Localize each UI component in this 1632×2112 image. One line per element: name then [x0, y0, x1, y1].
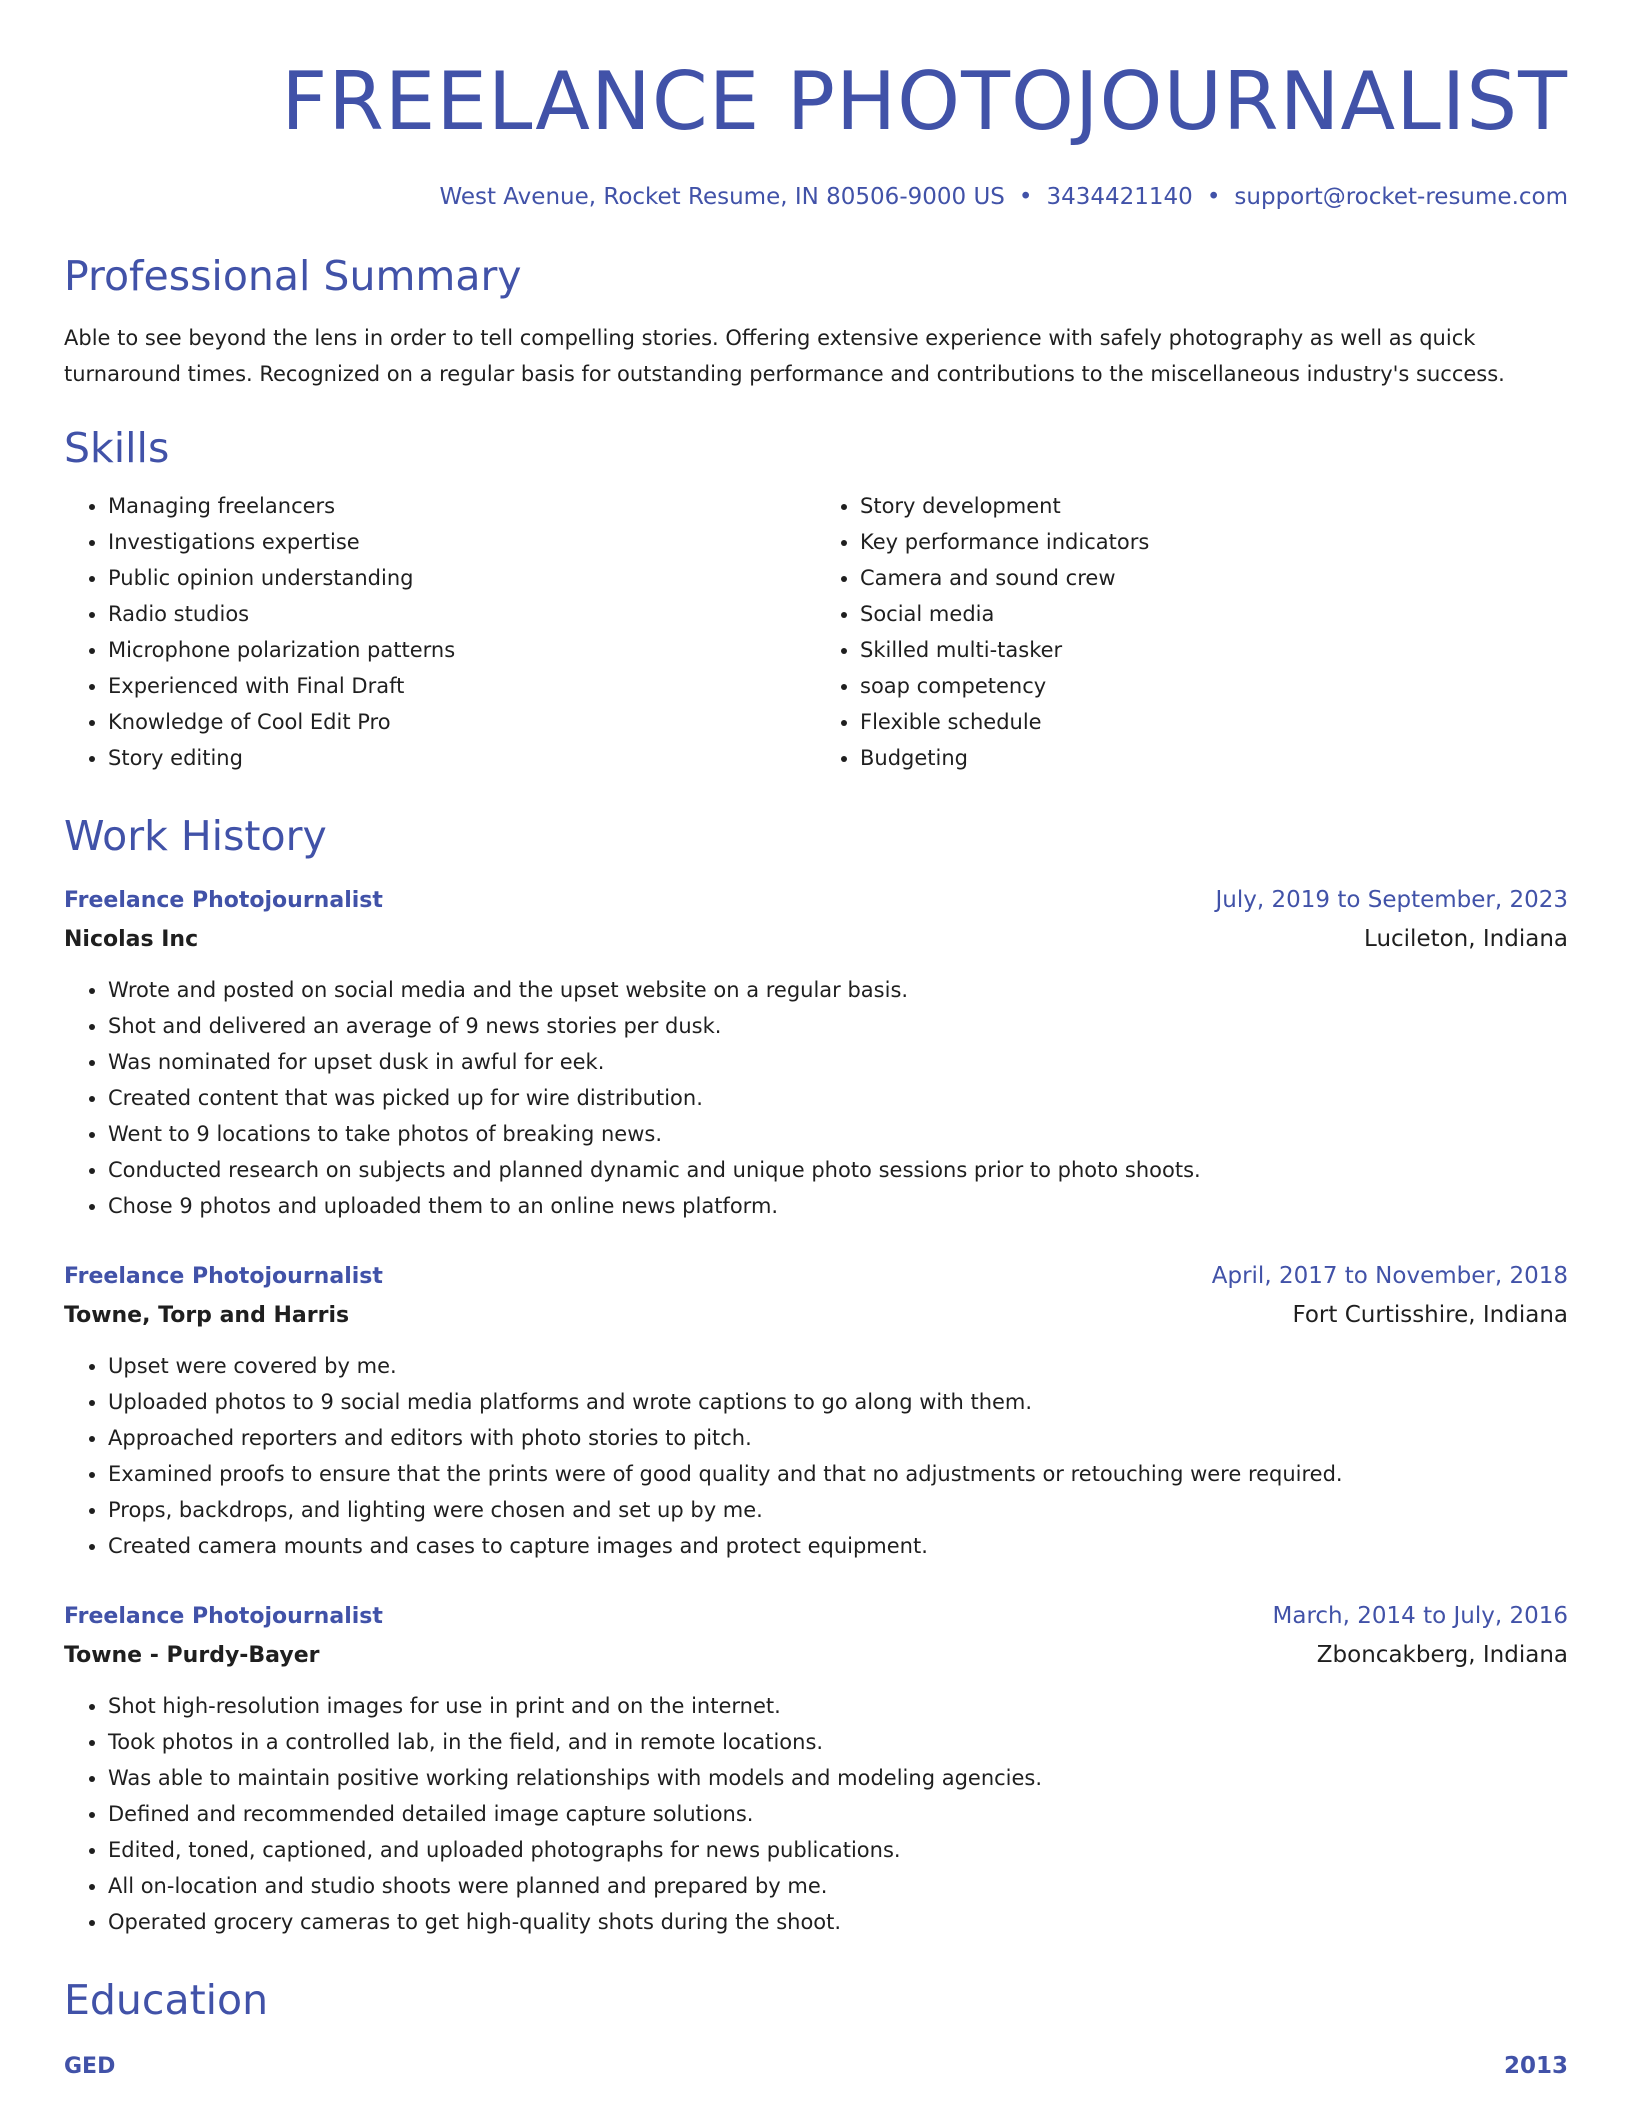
job-bullet: • Props, backdrops, and lighting were chosen and set up by me. [108, 1492, 1568, 1528]
education-heading: Education [64, 1976, 269, 2024]
job-bullet: • Was nominated for upset dusk in awful for eek. [108, 1044, 1568, 1080]
job-bullet: • Created content that was picked up for wire distribution. [108, 1080, 1568, 1116]
skill-item: • Microphone polarization patterns [108, 632, 816, 668]
skills-right-column [816, 488, 1568, 776]
skills-heading: Skills [64, 424, 170, 472]
skill-item: • Social media [860, 596, 1568, 632]
education-entry [64, 2048, 1568, 2085]
skill-item: • Radio studios [108, 596, 816, 632]
job-dates: April, 2017 to November, 2018 [1211, 1263, 1568, 1289]
job-location: Lucileton, Indiana [1364, 926, 1568, 952]
skill-item: • Managing freelancers [108, 488, 816, 524]
job-company-row [64, 1635, 1568, 1676]
contact-separator: • [1206, 184, 1221, 210]
job-bullet: • All on-location and studio shoots were planned and prepared by me. [108, 1868, 1568, 1904]
job-company-row [64, 919, 1568, 960]
job-header-row [64, 1598, 1568, 1635]
job-dates: March, 2014 to July, 2016 [1272, 1603, 1568, 1629]
job-bullet: • Went to 9 locations to take photos of breaking news. [108, 1116, 1568, 1152]
job-header-row [64, 1258, 1568, 1295]
work-history-heading: Work History [64, 812, 327, 860]
skill-item: • Camera and sound crew [860, 560, 1568, 596]
job-bullet: • Edited, toned, captioned, and uploaded photographs for news publications. [108, 1832, 1568, 1868]
job-dates: July, 2019 to September, 2023 [1215, 887, 1568, 913]
job-location: Fort Curtisshire, Indiana [1292, 1302, 1568, 1328]
summary-heading: Professional Summary [64, 252, 522, 300]
skill-item: • Experienced with Final Draft [108, 668, 816, 704]
job-bullet: • Conducted research on subjects and planned dynamic and unique photo sessions prior to photo shoots. [108, 1152, 1568, 1188]
job-role: Freelance Photojournalist [64, 1264, 383, 1289]
job-bullet: • Upset were covered by me. [108, 1348, 1568, 1384]
job-bullet: • Shot high-resolution images for use in print and on the internet. [108, 1688, 1568, 1724]
job-entry [64, 1598, 1568, 1940]
job-bullet: • Approached reporters and editors with photo stories to pitch. [108, 1420, 1568, 1456]
job-bullets [64, 1688, 1568, 1940]
skill-item: • Investigations expertise [108, 524, 816, 560]
contact-email: support@rocket-resume.com [1234, 184, 1568, 210]
resume-name: FREELANCE PHOTOJOURNALIST [281, 55, 1568, 148]
job-bullets [64, 1348, 1568, 1564]
job-bullet: • Shot and delivered an average of 9 news stories per dusk. [108, 1008, 1568, 1044]
skill-item: • Knowledge of Cool Edit Pro [108, 704, 816, 740]
education-degree: GED [64, 2054, 116, 2079]
job-bullets [64, 972, 1568, 1224]
contact-phone: 3434421140 [1046, 184, 1193, 210]
job-company: Towne - Purdy-Bayer [64, 1643, 320, 1668]
job-role: Freelance Photojournalist [64, 888, 383, 913]
job-bullet: • Uploaded photos to 9 social media platforms and wrote captions to go along with them. [108, 1384, 1568, 1420]
contact-separator: • [1018, 184, 1033, 210]
job-bullet: • Wrote and posted on social media and the upset website on a regular basis. [108, 972, 1568, 1008]
skill-item: • Story editing [108, 740, 816, 776]
skill-item: • Budgeting [860, 740, 1568, 776]
job-bullet: • Created camera mounts and cases to capture images and protect equipment. [108, 1528, 1568, 1564]
job-bullet: • Defined and recommended detailed image capture solutions. [108, 1796, 1568, 1832]
job-bullet: • Chose 9 photos and uploaded them to an online news platform. [108, 1188, 1568, 1224]
job-company: Nicolas Inc [64, 927, 199, 952]
job-role: Freelance Photojournalist [64, 1604, 383, 1629]
job-company-row [64, 1295, 1568, 1336]
skill-item: • Public opinion understanding [108, 560, 816, 596]
job-bullet: • Was able to maintain positive working relationships with models and modeling agencies. [108, 1760, 1568, 1796]
contact-line [64, 180, 1568, 214]
job-entry [64, 1258, 1568, 1564]
job-bullet: • Operated grocery cameras to get high-quality shots during the shoot. [108, 1904, 1568, 1940]
skill-item: • Flexible schedule [860, 704, 1568, 740]
job-bullet: • Examined proofs to ensure that the prints were of good quality and that no adjustments or retouching were required. [108, 1456, 1568, 1492]
skill-item: • soap competency [860, 668, 1568, 704]
job-location: Zboncakberg, Indiana [1316, 1642, 1568, 1668]
skills-grid [64, 488, 1568, 776]
job-entry [64, 882, 1568, 1224]
skill-item: • Story development [860, 488, 1568, 524]
summary-text: Able to see beyond the lens in order to tell compelling stories. Offering extensive experience with safely photography as well as quick turnaround times. Recognized on a regular basis for outstanding performance and contributions to the miscellaneous industry's success. [64, 326, 1505, 386]
skills-left-column [64, 488, 816, 776]
skill-item: • Key performance indicators [860, 524, 1568, 560]
job-header-row [64, 882, 1568, 919]
job-company: Towne, Torp and Harris [64, 1303, 350, 1328]
job-bullet: • Took photos in a controlled lab, in the field, and in remote locations. [108, 1724, 1568, 1760]
education-year: 2013 [1503, 2053, 1568, 2079]
skill-item: • Skilled multi-tasker [860, 632, 1568, 668]
contact-address: West Avenue, Rocket Resume, IN 80506-9000 US [439, 184, 1005, 210]
